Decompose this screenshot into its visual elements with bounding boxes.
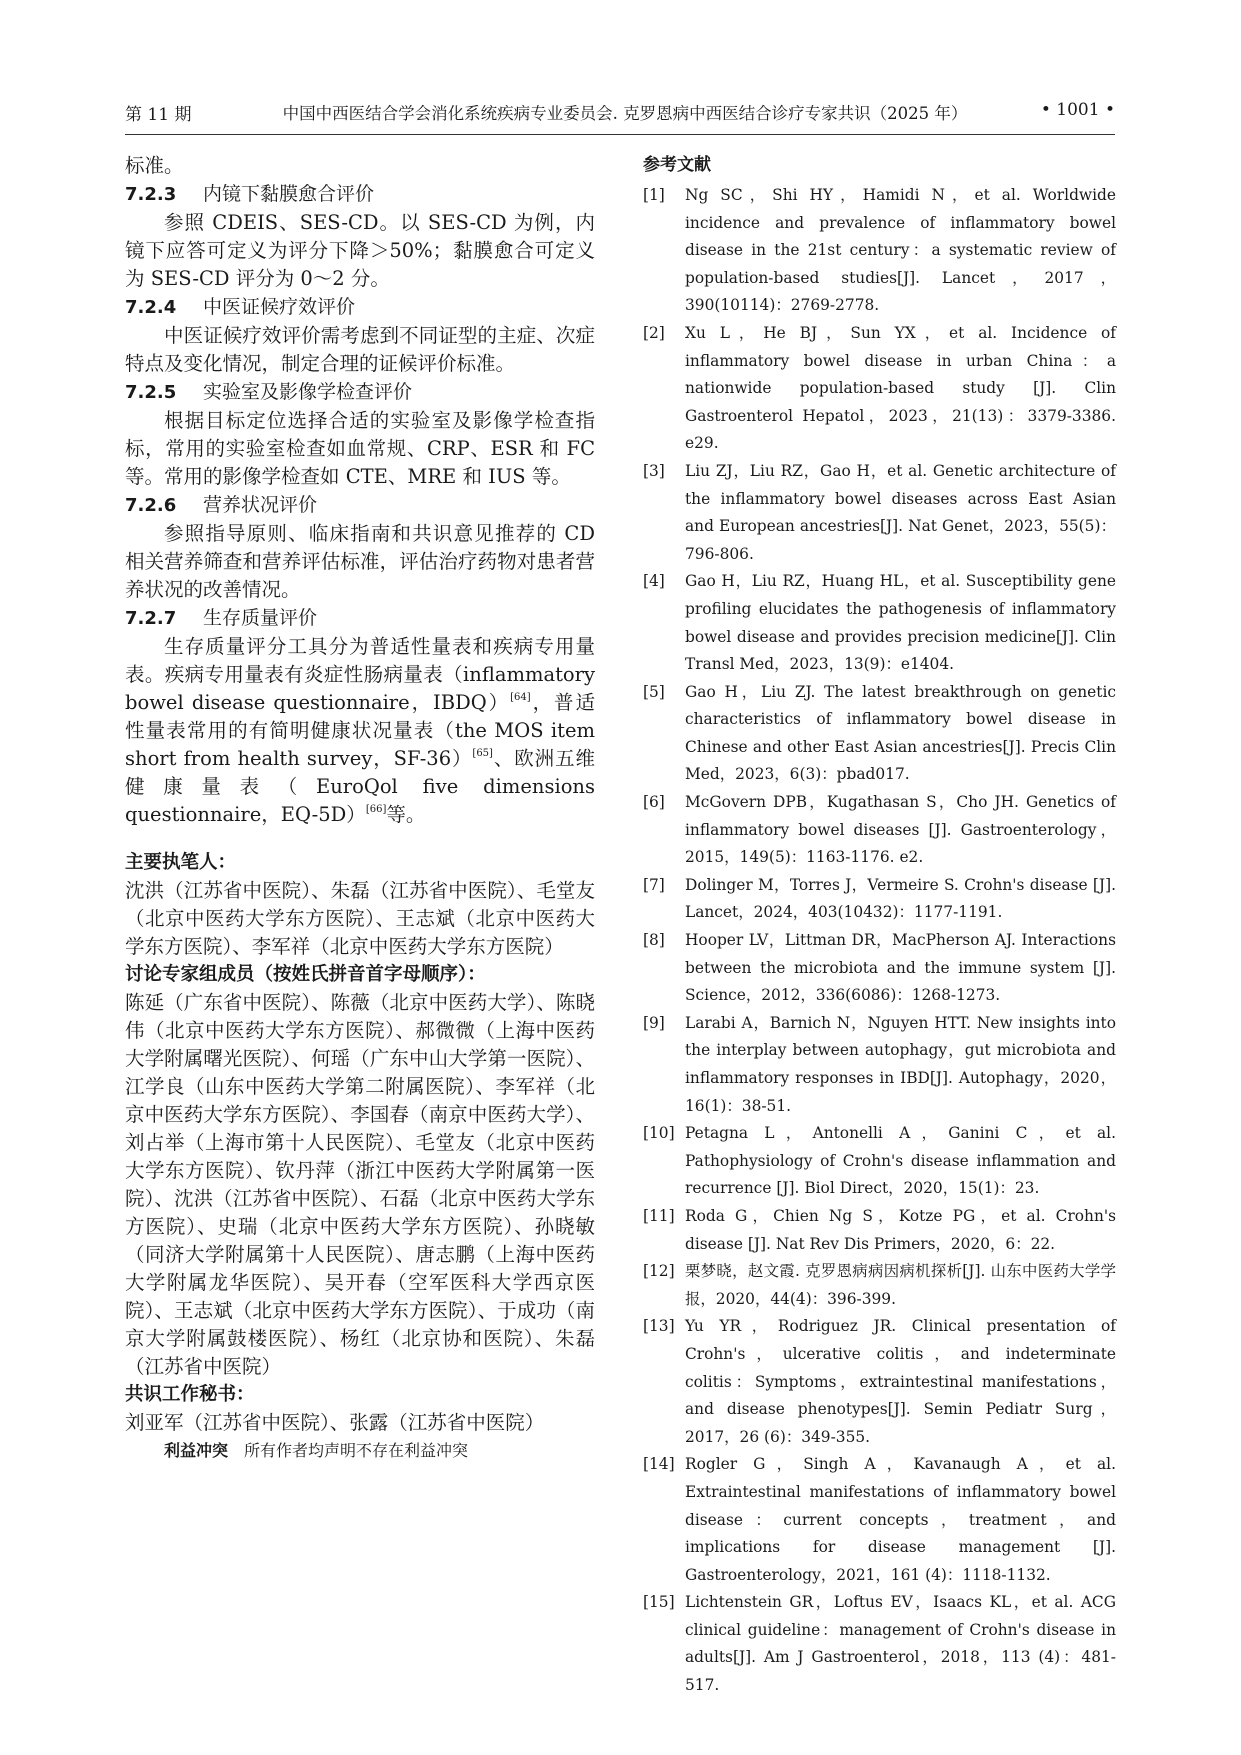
issue-number: 第 11 期 — [125, 105, 192, 125]
reference-number: [10] — [643, 1124, 675, 1143]
reference-item — [643, 1120, 1116, 1203]
reference-number: [7] — [643, 875, 665, 894]
coi-label: 利益冲突 — [164, 1441, 229, 1460]
reference-number: [1] — [643, 186, 665, 204]
reference-text: Petagna L，Antonelli A，Ganini C，et al. Pathophysiology of Crohn's disease inflammation and recurrence [J]. Biol Direct，2020，15(1)：23. — [685, 1124, 1116, 1198]
reference-item — [643, 679, 1116, 789]
body-text: 、欧洲五维健康量表（EuroQol five dimensions questionnaire，EQ-5D） — [125, 747, 595, 826]
reference-text: Lichtenstein GR，Loftus EV，Isaacs KL，et al. ACG clinical guideline：management of Crohn's disease in adults[J]. Am J Gastroenterol，2018，113 (4)：481-517. — [685, 1593, 1116, 1695]
reference-text: Hooper LV，Littman DR，MacPherson AJ. Interactions between the microbiota and the immune system [J]. Science，2012，336(6086)：1268-1273. — [685, 931, 1116, 1005]
reference-text: Yu YR，Rodriguez JR. Clinical presentation of Crohn's，ulcerative colitis，and indeterminate colitis：Symptoms，extraintestinal manifestations，and disease phenotypes[J]. Semin Pediatr Surg，2017，26 (6)：349-355. — [685, 1317, 1116, 1446]
reference-number: [11] — [643, 1206, 675, 1225]
authors-list: 沈洪（江苏省中医院）、朱磊（江苏省中医院）、毛堂友（北京中医药大学东方医院）、王志斌（北京中医药大学东方医院）、李军祥（北京中医药大学东方医院） — [125, 879, 595, 958]
reference-item — [643, 1313, 1116, 1451]
reference-item — [643, 1203, 1116, 1258]
reference-item — [643, 1010, 1116, 1120]
reference-item — [643, 1258, 1116, 1313]
body-text: 生存质量评分工具分为普适性量表和疾病专用量表。疾病专用量表有炎症性肠病量表（inflammatory bowel disease questionnaire，IBDQ） — [125, 635, 595, 714]
reference-text: Ng SC，Shi HY，Hamidi N，et al. Worldwide incidence and prevalence of inflammatory bowel disease in the 21st century：a systematic review of population-based studies[J]. Lancet，2017，390(10114)：2769-2778. — [685, 186, 1116, 315]
section-title: 营养状况评价 — [203, 494, 318, 516]
reference-item — [643, 1451, 1116, 1589]
section-heading-7-2-6 — [125, 491, 595, 520]
reference-text: Gao H，Liu ZJ. The latest breakthrough on genetic characteristics of inflammatory bowel disease in Chinese and other East Asian ancestries[J]. Precis Clin Med，2023，6(3)：pbad017. — [685, 682, 1116, 784]
section-number: 7.2.3 — [125, 184, 177, 205]
reference-text: 栗梦晓，赵文霞. 克罗恩病病因病机探析[J]. 山东中医药大学学报，2020，44(4)：396-399. — [685, 1262, 1116, 1308]
journal-running-title: 中国中西医结合学会消化系统疾病专业委员会. 克罗恩病中西医结合诊疗专家共识（2025 年） — [282, 104, 968, 123]
section-title: 中医证候疗效评价 — [203, 296, 356, 318]
reference-item — [643, 872, 1116, 927]
section-title: 生存质量评价 — [203, 607, 318, 629]
reference-number: [8] — [643, 931, 665, 950]
reference-text: Roda G，Chien Ng S，Kotze PG，et al. Crohn's disease [J]. Nat Rev Dis Primers，2020，6：22. — [685, 1206, 1116, 1253]
section-body: 根据目标定位选择合适的实验室及影像学检查指标，常用的实验室检查如血常规、CRP、ESR 和 FC 等。常用的影像学检查如 CTE、MRE 和 IUS 等。 — [125, 409, 595, 488]
reference-text: McGovern DPB，Kugathasan S，Cho JH. Genetics of inflammatory bowel diseases [J]. Gastroenterology，2015，149(5)：1163-1176. e2. — [685, 793, 1116, 867]
running-header — [125, 100, 1115, 135]
reference-number: [15] — [643, 1593, 675, 1612]
reference-number: [2] — [643, 323, 665, 342]
reference-text: Rogler G，Singh A，Kavanaugh A，et al. Extraintestinal manifestations of inflammatory bowel disease：current concepts，treatment，and implications for disease management [J]. Gastroenterology，2021，161 (4)：1118-1132. — [685, 1455, 1116, 1584]
reference-number: [13] — [643, 1317, 675, 1336]
body-text: 等。 — [386, 803, 426, 826]
section-number: 7.2.7 — [125, 608, 177, 629]
section-heading-7-2-5 — [125, 378, 595, 407]
reference-item — [643, 458, 1116, 568]
reference-item — [643, 568, 1116, 678]
reference-text: Gao H，Liu RZ，Huang HL，et al. Susceptibility gene profiling elucidates the pathogenesis of inflammatory bowel disease and provides precision medicine[J]. Clin Transl Med，2023，13(9)：e1404. — [685, 572, 1116, 674]
reference-item — [643, 927, 1116, 1010]
section-number: 7.2.5 — [125, 382, 177, 403]
reference-text: Xu L，He BJ，Sun YX，et al. Incidence of inflammatory bowel disease in urban China：a nationwide population-based study [J]. Clin Gastroenterol Hepatol，2023，21(13)：3379-3386. e29. — [685, 323, 1116, 453]
experts-heading: 讨论专家组成员（按姓氏拼音首字母顺序）： — [125, 964, 486, 985]
section-title: 内镜下黏膜愈合评价 — [203, 183, 375, 205]
reference-number: [12] — [643, 1262, 675, 1281]
reference-item — [643, 789, 1116, 872]
section-heading-7-2-3 — [125, 180, 595, 209]
section-heading-7-2-4 — [125, 293, 595, 322]
reference-text: Larabi A，Barnich N，Nguyen HTT. New insights into the interplay between autophagy，gut microbiota and inflammatory responses in IBD[J]. Autophagy，2020，16(1)：38-51. — [685, 1013, 1116, 1115]
section-heading-7-2-7 — [125, 604, 595, 633]
reference-item — [643, 320, 1116, 458]
reference-number: [14] — [643, 1455, 675, 1474]
reference-list — [643, 182, 1116, 1700]
secretary-heading: 共识工作秘书： — [125, 1384, 255, 1405]
references-column — [643, 152, 1116, 1700]
reference-item — [643, 1589, 1116, 1699]
reference-text: Dolinger M，Torres J，Vermeire S. Crohn's disease [J]. Lancet，2024，403(10432)：1177-1191. — [685, 875, 1116, 922]
paragraph-continuation: 标准。 — [125, 154, 184, 177]
section-body: 参照指导原则、临床指南和共识意见推荐的 CD 相关营养筛查和营养评估标准，评估治疗药物对患者营养状况的改善情况。 — [125, 522, 595, 601]
reference-number: [3] — [643, 461, 665, 480]
citation-65[interactable]: [65] — [472, 748, 493, 759]
experts-list: 陈延（广东省中医院）、陈薇（北京中医药大学）、陈晓伟（北京中医药大学东方医院）、郝微微（上海中医药大学附属曙光医院）、何瑶（广东中山大学第一医院）、江学良（山东中医药大学第二附属医院）、李军祥（北京中医药大学东方医院）、李国春（南京中医药大学）、刘占举（上海市第十人民医院）、毛堂友（北京中医药大学东方医院）、钦丹萍（浙江中医药大学附属第一医院）、沈洪（江苏省中医院）、石磊（北京中医药大学东方医院）、史瑞（北京中医药大学东方医院）、孙晓敏（同济大学附属第十人民医院）、唐志鹏（上海中医药大学附属龙华医院）、吴开春（空军医科大学西京医院）、王志斌（北京中医药大学东方医院）、于成功（南京大学附属鼓楼医院）、杨红（北京协和医院）、朱磊（江苏省中医院） — [125, 991, 595, 1378]
page-number: • 1001 • — [1040, 100, 1115, 120]
body-text: ，普适性量表常用的有简明健康状况量表（the MOS item short from health survey，SF-36） — [125, 691, 595, 770]
section-body: 参照 CDEIS、SES-CD。以 SES-CD 为例，内镜下应答可定义为评分下降＞50%；黏膜愈合可定义为 SES-CD 评分为 0～2 分。 — [125, 211, 595, 290]
reference-number: [4] — [643, 572, 665, 591]
section-number: 7.2.4 — [125, 297, 177, 318]
reference-item — [643, 182, 1116, 320]
section-body: 中医证候疗效评价需考虑到不同证型的主症、次症特点及变化情况，制定合理的证候评价标准。 — [125, 324, 595, 375]
conflict-of-interest — [125, 1437, 595, 1465]
authors-heading: 主要执笔人： — [125, 852, 237, 873]
secretary-list: 刘亚军（江苏省中医院）、张露（江苏省中医院） — [125, 1411, 545, 1434]
section-body — [125, 633, 595, 829]
references-heading: 参考文献 — [643, 155, 711, 175]
citation-64[interactable]: [64] — [510, 692, 531, 703]
coi-text: 所有作者均声明不存在利益冲突 — [244, 1441, 469, 1460]
reference-number: [5] — [643, 682, 665, 701]
left-column — [125, 152, 595, 1465]
section-number: 7.2.6 — [125, 495, 177, 516]
reference-text: Liu ZJ，Liu RZ，Gao H，et al. Genetic architecture of the inflammatory bowel diseases across East Asian and European ancestries[J]. Nat Genet，2023，55(5)：796-806. — [685, 461, 1116, 563]
citation-66[interactable]: [66] — [365, 804, 387, 815]
reference-number: [9] — [643, 1013, 665, 1032]
reference-number: [6] — [643, 793, 665, 812]
section-title: 实验室及影像学检查评价 — [203, 381, 413, 403]
